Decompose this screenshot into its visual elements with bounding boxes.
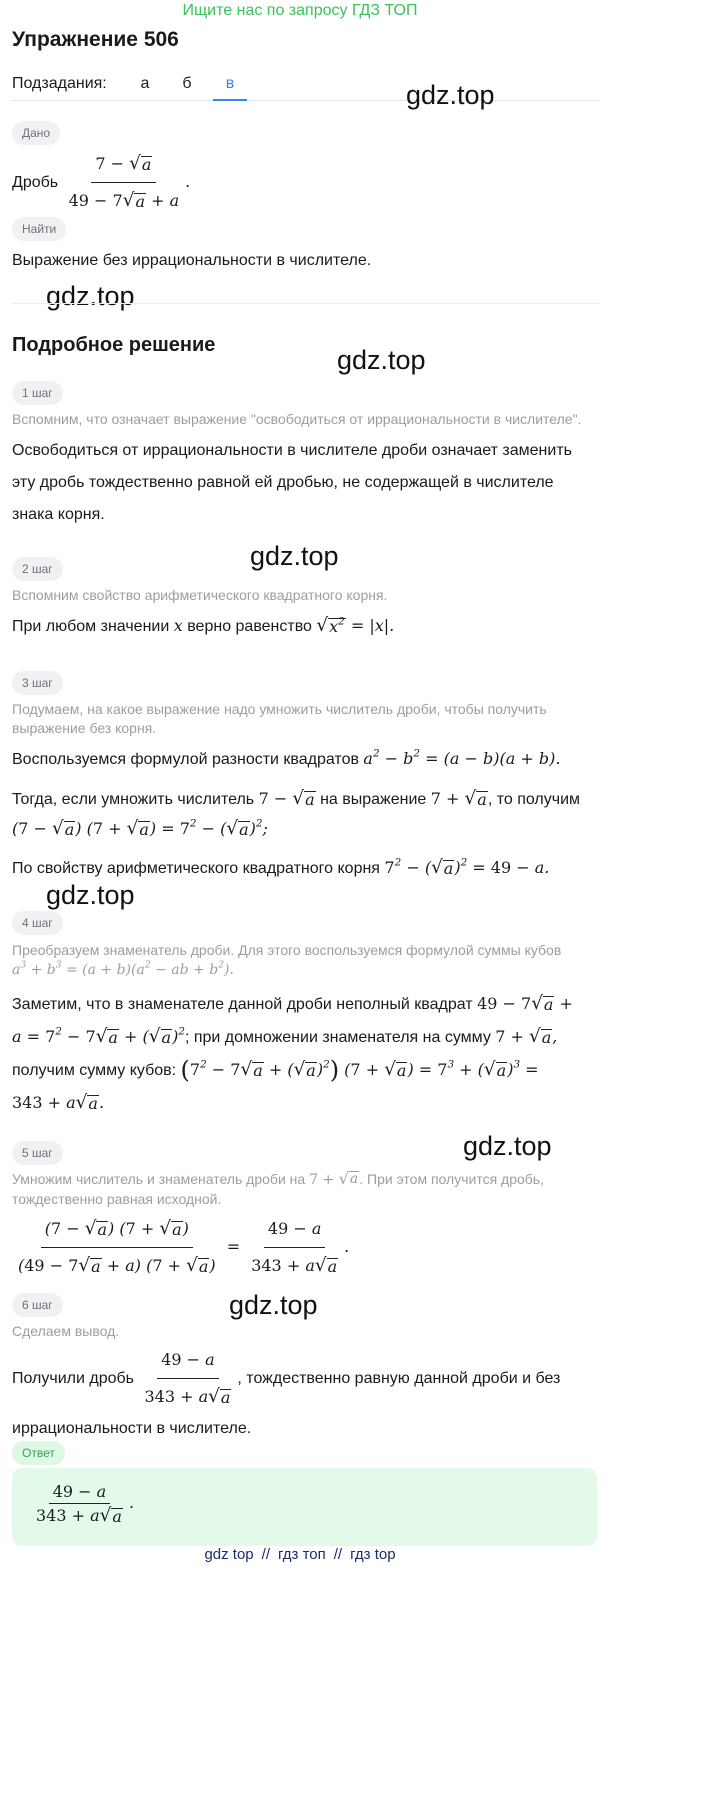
watermark: gdz.top: [406, 80, 495, 110]
step-4-text-c: получим сумму кубов:: [12, 1062, 177, 1080]
given-label: Дробь: [12, 174, 59, 191]
step-2-text: При любом значении x верно равенство √ $x^2$ = |x|.: [12, 615, 395, 636]
given-fraction: 7 − √ a 49 − 7 √ a + a .: [63, 172, 191, 191]
subtasks-label: Подзадания:: [12, 75, 107, 92]
step-3-p2-math: (7 − √ a ) (7 + √ a ) = $7^2$ − ( √ a )$^2$;: [12, 817, 268, 839]
step-1-hint: Вспомним, что означает выражение "освободиться от иррациональности в числителе".: [12, 411, 582, 427]
answer-fraction: 49 − a 343 + a √ a .: [36, 1482, 135, 1526]
step-3-p2-text-b: на выражение: [320, 791, 427, 808]
step-6-text-a: Получили дробь: [12, 1370, 135, 1387]
tab-v[interactable]: в: [213, 75, 247, 101]
step-5-hint-b: . При этом получится дробь, тождественно равная исходной.: [12, 1171, 544, 1207]
step-4-hint-text: Преобразуем знаменатель дроби. Для этого воспользуемся формулой суммы кубов: [12, 942, 562, 958]
step-6-chip: 6 шаг: [12, 1293, 63, 1317]
step-6-text: Получили дробь 49 − a 343 + a √ a , тождественно равную данной дроби и без иррациональности в числителе.: [12, 1344, 597, 1445]
step-4-hint: Преобразуем знаменатель дроби. Для этого воспользуемся формулой суммы кубов $a^3 + b^3 = (a + b)(a^2$ − ab + $b^2$).: [12, 942, 562, 978]
footer-link-1[interactable]: gdz top: [204, 1546, 254, 1563]
given-text: [12, 148, 597, 217]
step-4-text-b: ; при домножении знаменателя на сумму: [184, 1029, 491, 1046]
solution-title: Подробное решение: [12, 334, 216, 356]
step-5-math: (7 − √ a ) (7 + √ a ) (49 − 7 √ a + a) (7 + √ a ) = 49 − a 343 + a √ a .: [12, 1213, 597, 1282]
given-chip: Дано: [12, 121, 60, 145]
step-3-p1: Воспользуемся формулой разности квадратов $a^2 - b^2 = (a - b)(a + b)$.: [12, 747, 561, 768]
watermark: gdz.top: [229, 1290, 318, 1320]
watermark: gdz.top: [463, 1131, 552, 1161]
step-4-chip: 4 шаг: [12, 911, 63, 935]
step-4-text-a: Заметим, что в знаменателе данной дроби неполный квадрат: [12, 996, 473, 1013]
watermark: gdz.top: [337, 345, 426, 375]
watermark: gdz.top: [250, 541, 339, 571]
answer-chip: Ответ: [12, 1441, 65, 1465]
step-6-hint: Сделаем вывод.: [12, 1323, 120, 1339]
step-3-p3: По свойству арифметического квадратного корня $7^2$ − ( √ a )$^2$ = 49 − a.: [12, 856, 550, 878]
footer-link-2[interactable]: гдз топ: [278, 1546, 326, 1563]
step-1-text: Освободиться от иррациональности в числителе дроби означает заменить эту дробь тождественно равной ей дробью, не содержащей в числителе знака корня.: [12, 442, 572, 523]
step-4-p1: Заметим, что в знаменателе данной дроби неполный квадрат 49 − 7 √ a + $a = 7^2 - 7$ √ a + ( √ a )$^2$; при домножении знаменателя на сумму 7 + √ a , получим сумму кубов: ($7^2 - 7$ √ a + ( √ a )$^2$) (7 + √ a ) = $7^3$ + ( √ a )$^3$ = 343 + a √ a .: [12, 993, 573, 1114]
tab-b[interactable]: б: [182, 75, 192, 92]
step-3-chip: 3 шаг: [12, 671, 63, 695]
step-2-chip: 2 шаг: [12, 557, 63, 581]
promo-banner[interactable]: Ищите нас по запросу ГДЗ ТОП: [182, 2, 418, 19]
step-1-chip: 1 шаг: [12, 381, 63, 405]
footer-sep: //: [261, 1546, 270, 1563]
step-3-p1-text: Воспользуемся формулой разности квадратов: [12, 751, 359, 768]
footer-links: [0, 1546, 600, 1563]
step-6-text-b: , тождественно равную данной дроби и без иррациональности в числителе.: [12, 1370, 561, 1437]
find-text: Выражение без иррациональности в числителе.: [12, 252, 372, 269]
step-2-hint: Вспомним свойство арифметического квадратного корня.: [12, 587, 388, 603]
step-5-hint: Умножим числитель и знаменатель дроби на 7 + √ a . При этом получится дробь, тождественно равная исходной.: [12, 1169, 544, 1207]
step-3-p3-text: По свойству арифметического квадратного корня: [12, 860, 380, 877]
footer-sep: //: [333, 1546, 343, 1563]
step-2-text-a: При любом значении: [12, 618, 170, 635]
answer-box: [12, 1468, 597, 1546]
step-2-text-b: верно равенство: [187, 618, 312, 635]
step-5-hint-a: Умножим числитель и знаменатель дроби на: [12, 1171, 306, 1187]
subtask-tabs: [12, 72, 600, 101]
step-5-chip: 5 шаг: [12, 1141, 63, 1165]
step-3-p2-text-a: Тогда, если умножить числитель: [12, 791, 255, 808]
step-3-p2-text-c: , то получим: [487, 791, 581, 808]
footer-link-3[interactable]: гдз top: [350, 1546, 396, 1563]
tab-a[interactable]: а: [140, 75, 150, 92]
watermark: gdz.top: [46, 880, 135, 910]
find-chip: Найти: [12, 217, 66, 241]
step-3-p2: Тогда, если умножить числитель 7 − √ a на выражение 7 + √ a , то получим: [12, 788, 581, 809]
step-3-hint: Подумаем, на какое выражение надо умножить числитель дроби, чтобы получить выражение без корня.: [12, 701, 547, 736]
watermark: gdz.top: [46, 281, 135, 311]
page-title: Упражнение 506: [12, 28, 179, 51]
divider: [12, 303, 600, 304]
